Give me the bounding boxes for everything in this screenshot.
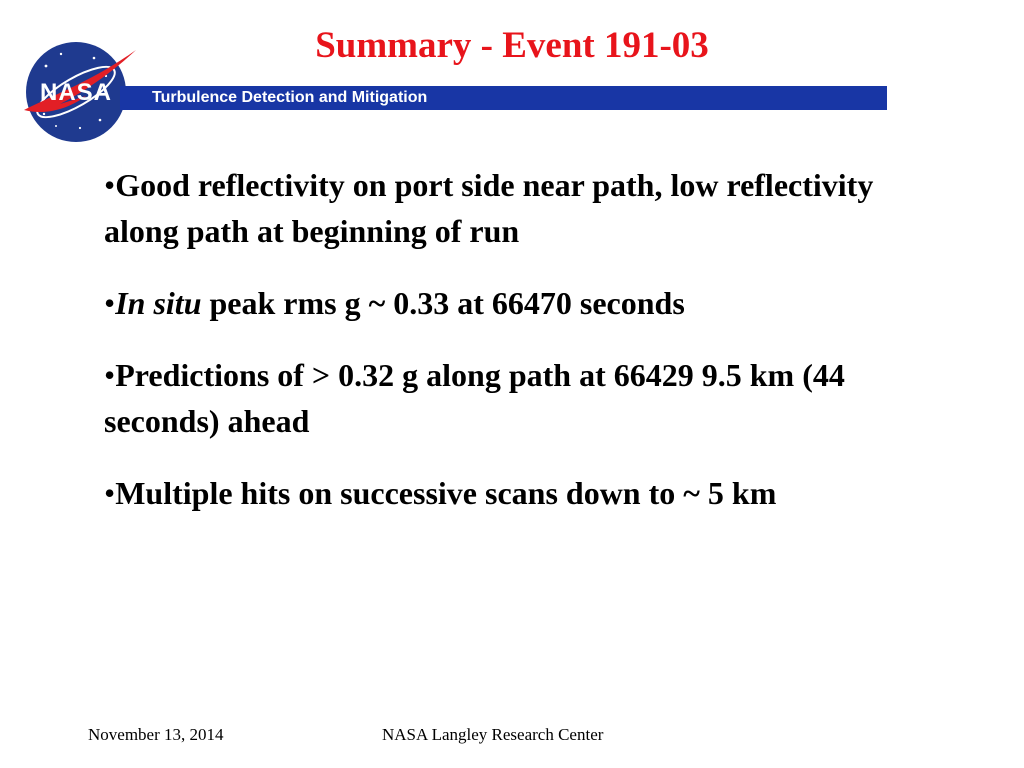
bullet-text: Predictions of > 0.32 g along path at 66429 9.5 km (44 seconds) ahead xyxy=(104,357,845,439)
bullet-marker: • xyxy=(104,475,116,511)
bullet-emphasis: In situ xyxy=(115,285,202,321)
bullet-marker: • xyxy=(104,285,116,321)
section-banner: Turbulence Detection and Mitigation xyxy=(120,86,887,110)
bullet-list xyxy=(104,162,924,542)
bullet-item xyxy=(104,280,924,326)
bullet-item xyxy=(104,162,924,254)
footer-date: November 13, 2014 xyxy=(88,725,224,744)
bullet-item xyxy=(104,352,924,444)
bullet-text: peak rms g ~ 0.33 at 66470 seconds xyxy=(201,285,685,321)
logo-wordmark: NASA xyxy=(39,79,113,106)
bullet-item xyxy=(104,470,924,516)
bullet-marker: • xyxy=(104,357,116,393)
footer-organization: NASA Langley Research Center xyxy=(382,725,604,744)
slide-title: Summary - Event 191-03 xyxy=(315,25,709,66)
bullet-marker: • xyxy=(104,167,116,203)
bullet-text: Good reflectivity on port side near path, low reflectivity along path at beginning of run xyxy=(104,167,874,249)
bullet-text: Multiple hits on successive scans down to ~ 5 km xyxy=(115,475,777,511)
